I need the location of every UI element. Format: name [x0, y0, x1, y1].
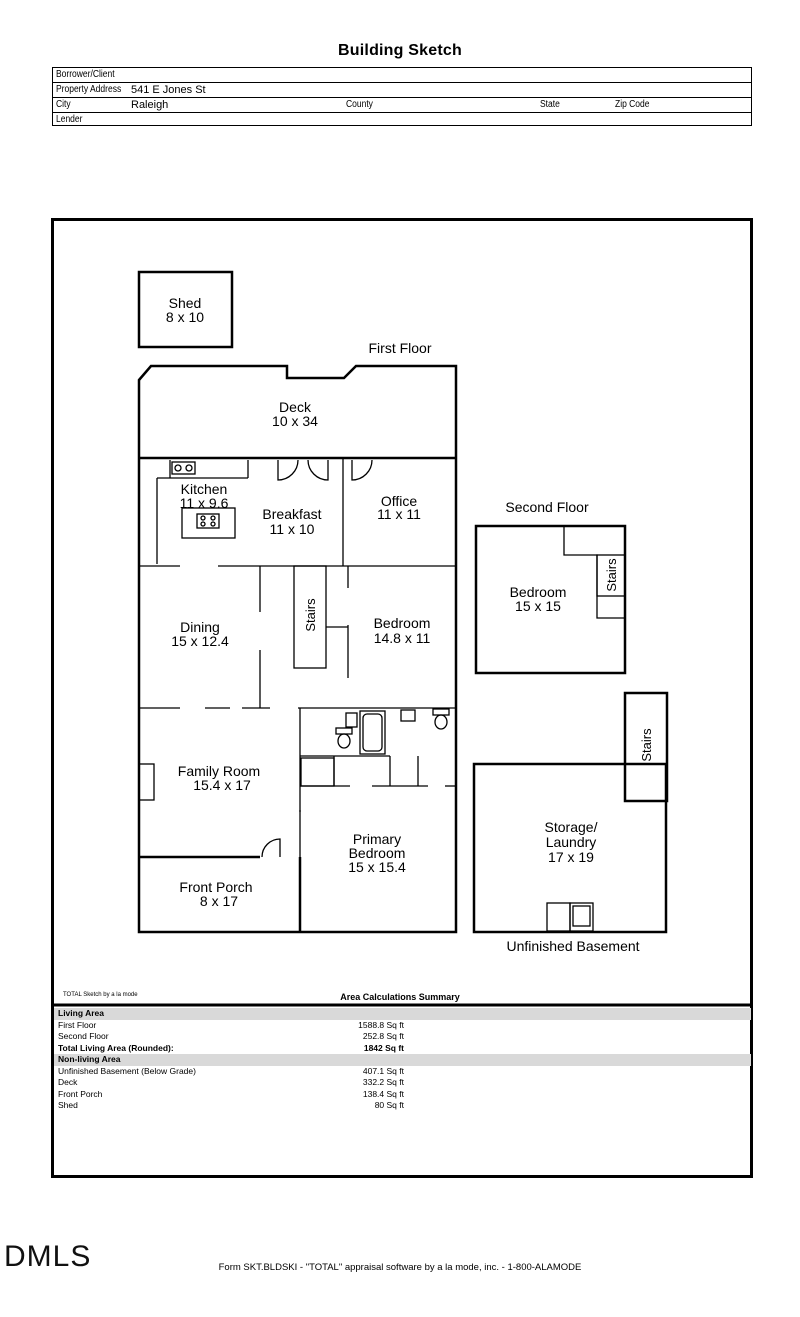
breakfast-name: Breakfast: [262, 506, 322, 522]
first-floor-label: First Floor: [368, 340, 432, 356]
porch-name: Front Porch: [179, 879, 253, 895]
row-label: Unfinished Basement (Below Grade): [58, 1065, 196, 1076]
bedroom2-name: Bedroom: [509, 584, 567, 600]
borrower-label: Borrower/Client: [56, 69, 115, 80]
stairs-label-first: Stairs: [303, 598, 318, 632]
table-row: [54, 1031, 751, 1043]
bedroom1-dims: 14.8 x 11: [373, 630, 431, 646]
shed-dims: 8 x 10: [165, 309, 205, 325]
breakfast-dims: 11 x 10: [269, 521, 315, 537]
area-calculations-table: [54, 1008, 751, 1112]
city-label: City: [56, 99, 71, 110]
total-living-row: [54, 1043, 751, 1055]
row-label: Second Floor: [58, 1031, 109, 1041]
stairs-label-second: Stairs: [604, 558, 619, 592]
row-value: 1588.8 Sq ft: [358, 1019, 404, 1030]
kitchen-name: Kitchen: [180, 481, 228, 497]
table-row: [54, 1077, 751, 1089]
island-icon: [182, 508, 235, 538]
dining-name: Dining: [180, 619, 220, 635]
stairs-label-basement: Stairs: [639, 728, 654, 762]
family-name: Family Room: [177, 763, 261, 779]
county-label: County: [346, 99, 373, 110]
city-value: Raleigh: [131, 99, 169, 111]
total-value: 1842 Sq ft: [363, 1042, 404, 1053]
area-summary-title: Area Calculations Summary: [340, 992, 460, 1002]
row-value: 407.1 Sq ft: [362, 1065, 404, 1076]
storage-name-2: Laundry: [545, 834, 597, 850]
bathtub-icon: [360, 711, 385, 754]
total-label: Total Living Area (Rounded):: [58, 1042, 174, 1053]
porch-dims: 8 x 17: [199, 893, 239, 909]
primary-name-1: Primary: [352, 831, 402, 847]
toilet-icon: [338, 734, 350, 748]
row-label: First Floor: [58, 1019, 97, 1030]
first-floor-outline: [139, 366, 456, 932]
living-area-heading: [54, 1008, 751, 1020]
table-row: [54, 1100, 751, 1112]
dining-dims: 15 x 12.4: [171, 633, 229, 649]
row-value: 252.8 Sq ft: [362, 1031, 404, 1041]
primary-dims: 15 x 15.4: [348, 859, 406, 875]
storage-dims: 17 x 19: [548, 849, 594, 865]
zip-label: Zip Code: [615, 99, 650, 110]
bedroom2-dims: 15 x 15: [515, 598, 561, 614]
lender-label: Lender: [56, 114, 83, 125]
table-row: [54, 1066, 751, 1078]
fireplace-icon: [139, 764, 154, 800]
office-dims: 11 x 11: [377, 506, 421, 522]
bedroom1-name: Bedroom: [373, 615, 431, 631]
sketch-credit: TOTAL Sketch by a la mode: [63, 992, 138, 998]
second-floor-label: Second Floor: [505, 499, 589, 515]
basement-label: Unfinished Basement: [506, 938, 640, 954]
form-footer: Form SKT.BLDSKI - "TOTAL" appraisal software by a la mode, inc. - 1-800-ALAMODE: [218, 1262, 582, 1273]
table-row: [54, 1089, 751, 1101]
family-dims: 15.4 x 17: [193, 777, 251, 793]
office-name: Office: [380, 493, 418, 509]
row-value: 138.4 Sq ft: [362, 1088, 404, 1099]
shed-name: Shed: [168, 295, 202, 311]
deck-dims: 10 x 34: [272, 413, 318, 429]
row-value: 332.2 Sq ft: [362, 1077, 404, 1087]
living-heading-text: Living Area: [58, 1008, 104, 1018]
primary-name-2: Bedroom: [348, 845, 406, 861]
row-label: Shed: [58, 1100, 78, 1110]
address-label: Property Address: [56, 84, 122, 95]
row-value: 80 Sq ft: [374, 1100, 404, 1110]
row-label: Front Porch: [58, 1088, 103, 1099]
deck-name: Deck: [279, 399, 311, 415]
table-row: [54, 1020, 751, 1032]
nonliving-area-heading: [54, 1054, 751, 1066]
washer-icon: [547, 903, 570, 931]
document-title: Building Sketch: [338, 42, 462, 59]
address-value: 541 E Jones St: [131, 84, 206, 96]
nonliving-heading-text: Non-living Area: [58, 1054, 121, 1064]
state-label: State: [540, 99, 560, 110]
closet-box: [301, 758, 334, 786]
kitchen-dims: 11 x 9.6: [179, 495, 229, 511]
dmls-watermark-logo: DMLS: [4, 1240, 92, 1273]
row-label: Deck: [58, 1077, 78, 1087]
storage-name-1: Storage/: [544, 819, 598, 835]
